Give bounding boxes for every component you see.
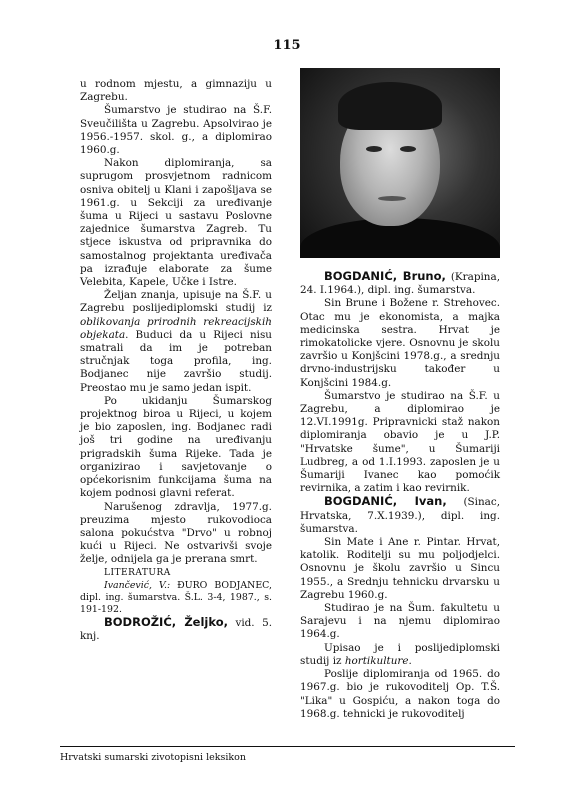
entry-bruno-heading xyxy=(300,270,500,297)
italic-text: hortikulture xyxy=(344,654,409,667)
photo-eye xyxy=(400,146,416,152)
entry-ivan-heading xyxy=(300,495,500,536)
entry-bodrozic xyxy=(80,616,272,643)
reference-text: ĐURO BODJANEC, dipl. ing. šumarstva. Š.L. 3-4, 1987., s. 191-192. xyxy=(80,579,272,615)
paragraph: Poslije diplomiranja od 1965. do 1967.g. bio je rukovoditelj Op. T.Š. "Lika" u Gospiću, a nakon toga do 1968.g. tehnicki je rukovoditelj xyxy=(300,668,500,720)
paragraph: u rodnom mjestu, a gimnaziju u Zagrebu. xyxy=(80,78,272,104)
entry-name: BOGDANIĆ, Ivan, xyxy=(324,494,447,509)
photo-hair xyxy=(338,82,442,130)
paragraph: Studirao je na Šum. fakultetu u Sarajevu i na njemu diplomirao 1964.g. xyxy=(300,602,500,641)
text-span: Željan znanja, upisuje na Š.F. u Zagrebu poslijediplomski studij iz xyxy=(80,289,272,315)
entry-text: vid. 5. knj. xyxy=(80,616,273,642)
entry-text: (Krapina, 24. I.1964.), dipl. ing. šumarstva. xyxy=(300,271,500,297)
paragraph: Šumarstvo je studirao na Š.F. u Zagrebu, a diplomirao je 12.VI.1991g. Pripravnicki staž nakon diplomiranja obavio je u J.P. "Hrvatske šume", u Šumariji Ludbreg, a od 1.I.1993. zaposlen je u Šumariji Ivanec kao pomoćik revirnika, a zatim i kao revirnik. xyxy=(300,389,500,495)
paragraph: Šumarstvo je studirao na Š.F. Sveučilišta u Zagrebu. Apsolvirao je 1956.-1957. skol. g., a diplomirao 1960.g. xyxy=(80,104,272,157)
text-span: . xyxy=(408,654,412,667)
paragraph xyxy=(300,642,500,668)
footer-text: Hrvatski sumarski zivotopisni leksikon xyxy=(60,752,247,763)
entry-name: BODROŽIĆ, Željko, xyxy=(104,614,228,629)
entry-text: (Sinac, Hrvatska, 7.X.1939.), dipl. ing. šumarstva. xyxy=(300,496,501,535)
text-span: . Buduci da u Rijeci nisu smatrali da im je potreban stručnjak toga profila, ing. Bodjanec nije završio studij. Preostao mu je samo jedan ispit. xyxy=(80,328,272,394)
photo-mouth xyxy=(378,196,406,201)
portrait-photo xyxy=(300,68,500,258)
paragraph: Nakon diplomiranja, sa suprugom prosvjetnom radnicom osniva obitelj u Klani i zapošljava se 1961.g. u Sekciji za uređivanje šuma u Rijeci u sastavu Poslovne zajednice šumarstva Zagreb. Tu stjece iskustva od pripravnika do samostalnog projektanta uređivača pa izrađuje elaborate za šume Velebita, Kapele, Učke i Istre. xyxy=(80,157,272,289)
photo-eye xyxy=(366,146,382,152)
left-column xyxy=(80,78,272,643)
paragraph: Sin Mate i Ane r. Pintar. Hrvat, katolik. Roditelji su mu poljodjelci. Osnovnu je školu završio u Sincu 1955., a Srednju tehnicku drvarsku u Zagrebu 1960.g. xyxy=(300,536,500,601)
italic-text: oblikovanja prirodnih rekreacijskih objekata xyxy=(80,315,272,341)
reference-author: Ivančević, V.: xyxy=(104,579,171,591)
entry-name: BOGDANIĆ, Bruno, xyxy=(324,269,446,283)
page-number: 115 xyxy=(273,38,301,53)
footer-rule xyxy=(60,746,515,747)
paragraph: Sin Brune i Božene r. Strehovec. Otac mu je ekonomista, a majka medicinska sestra. Hrvat je rimokatolicke vjere. Osnovnu je skolu završio u Konjšcini 1978.g., a srednju drvno-industrijsku također u Konjšcini 1984.g. xyxy=(300,297,500,389)
literature-reference xyxy=(80,580,272,616)
literature-heading: LITERATURA xyxy=(104,567,171,578)
paragraph: Po ukidanju Šumarskog projektnog biroa u Rijeci, u kojem je bio zaposlen, ing. Bodjanec radi još tri godine na uređivanju prigradskih šuma Rijeke. Tada je organizirao i savjetovanje o općekorisnim funkcijama šuma na kojem podnosi glavni referat. xyxy=(80,394,272,500)
right-column xyxy=(300,270,500,721)
paragraph: Narušenog zdravlja, 1977.g. preuzima mjesto rukovodioca salona pokućstva "Drvo" u robnoj kući u Rijeci. Ne ostvarivši svoje želje, odnijela ga je prerana smrt. xyxy=(80,500,272,566)
text-span: Upisao je i poslijediplomski studij iz xyxy=(300,641,500,667)
paragraph xyxy=(80,289,272,395)
